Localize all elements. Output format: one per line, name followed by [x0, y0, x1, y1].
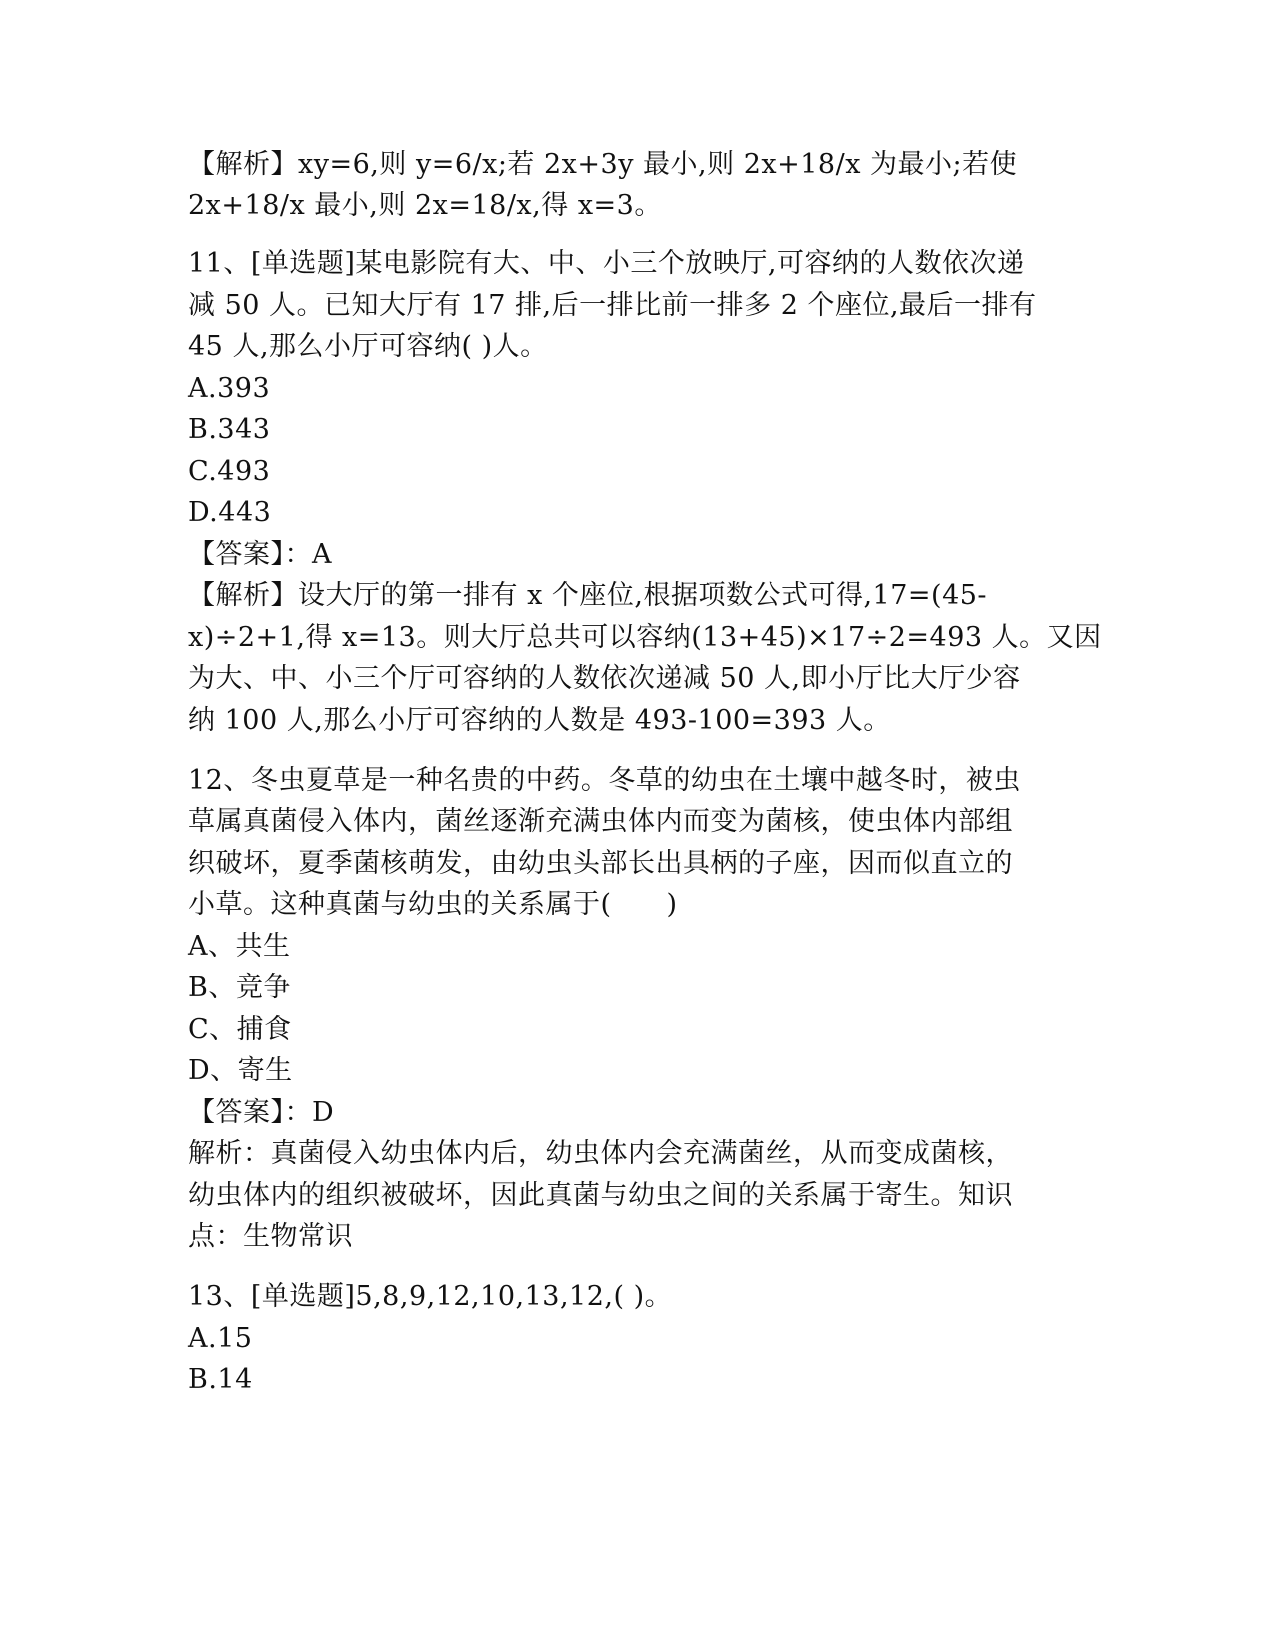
- q11-option-a: A.393: [188, 373, 271, 404]
- q11-option-d: D.443: [188, 497, 272, 528]
- q12-stem-line-1: 12、冬虫夏草是一种名贵的中药。冬草的幼虫在土壤中越冬时，被虫: [188, 765, 1021, 796]
- q11-analysis-line-3: 为大、中、小三个厅可容纳的人数依次递减 50 人,即小厅比大厅少容: [188, 663, 1021, 694]
- q13-option-b: B.14: [188, 1364, 253, 1395]
- q12-stem-line-4: 小草。这种真菌与幼虫的关系属于( ): [188, 889, 678, 920]
- q12-analysis-line-2: 幼虫体内的组织被破坏，因此真菌与幼虫之间的关系属于寄生。知识: [188, 1180, 1013, 1211]
- q12-option-d: D、寄生: [188, 1055, 293, 1086]
- q11-stem-line-1: 11、[单选题]某电影院有大、中、小三个放映厅,可容纳的人数依次递: [188, 248, 1025, 279]
- q12-stem-line-2: 草属真菌侵入体内，菌丝逐渐充满虫体内而变为菌核，使虫体内部组: [188, 806, 1013, 837]
- intro-analysis-line-1: 【解析】xy=6,则 y=6/x;若 2x+3y 最小,则 2x+18/x 为最小;若使: [188, 149, 1018, 180]
- q11-stem-line-3: 45 人,那么小厅可容纳( )人。: [188, 331, 548, 362]
- q12-option-c: C、捕食: [188, 1014, 292, 1045]
- q12-option-b: B、竞争: [188, 972, 291, 1003]
- intro-analysis-line-2: 2x+18/x 最小,则 2x=18/x,得 x=3。: [188, 190, 662, 221]
- q13-option-a: A.15: [188, 1323, 253, 1354]
- q11-analysis-line-4: 纳 100 人,那么小厅可容纳的人数是 493-100=393 人。: [188, 705, 891, 736]
- q12-analysis-line-1: 解析：真菌侵入幼虫体内后，幼虫体内会充满菌丝，从而变成菌核，: [188, 1138, 1013, 1169]
- q11-analysis-line-2: x)÷2+1,得 x=13。则大厅总共可以容纳(13+45)×17÷2=493 人。又因: [188, 622, 1102, 653]
- q11-stem-line-2: 减 50 人。已知大厅有 17 排,后一排比前一排多 2 个座位,最后一排有: [188, 290, 1037, 321]
- q12-option-a: A、共生: [188, 931, 291, 962]
- q11-answer: 【答案】：A: [188, 539, 332, 570]
- q11-option-b: B.343: [188, 414, 271, 445]
- q12-stem-line-3: 织破坏，夏季菌核萌发，由幼虫头部长出具柄的子座，因而似直立的: [188, 848, 1013, 879]
- q12-answer: 【答案】：D: [188, 1097, 335, 1128]
- q12-analysis-line-3: 点：生物常识: [188, 1221, 353, 1252]
- q13-stem-line-1: 13、[单选题]5,8,9,12,10,13,12,( )。: [188, 1281, 673, 1312]
- q11-analysis-line-1: 【解析】设大厅的第一排有 x 个座位,根据项数公式可得,17=(45-: [188, 580, 988, 611]
- q11-option-c: C.493: [188, 456, 271, 487]
